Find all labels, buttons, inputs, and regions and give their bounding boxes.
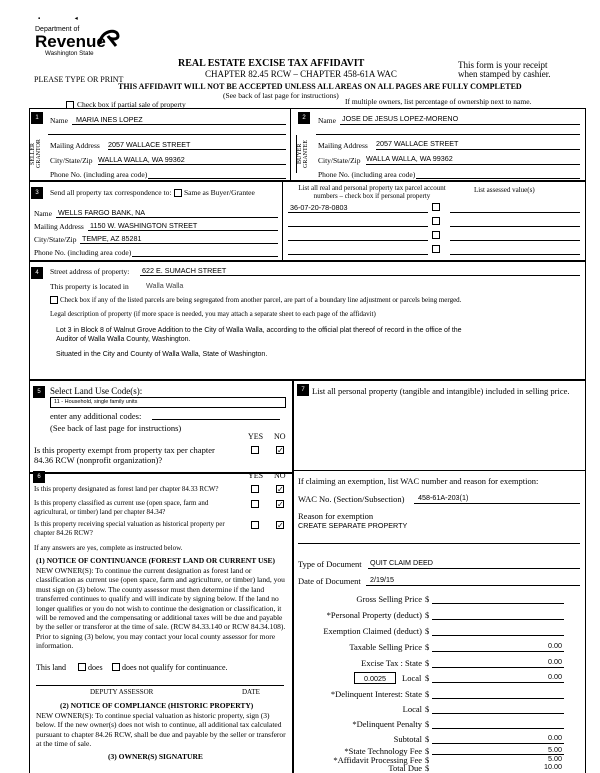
taxable-label: Taxable Selling Price xyxy=(349,642,422,652)
assessed-header: List assessed value(s) xyxy=(474,186,535,194)
excise-local-dollar: $ xyxy=(425,673,430,683)
doc-type-label: Type of Document xyxy=(298,559,362,569)
s5-q1-no-checkbox[interactable]: ✓ xyxy=(277,446,284,455)
doc-date-field[interactable]: 2/19/15 xyxy=(370,575,394,584)
corner-mark: ▪ ◂ xyxy=(38,15,78,22)
buyer-name-line xyxy=(340,124,580,125)
parcel-1-checkbox[interactable] xyxy=(432,203,440,211)
legal-line-2: Auditor of Walla Walla County, Washington. xyxy=(56,336,191,343)
parcel-header: List all real and personal property tax parcel account numbers – check box if personal property xyxy=(298,184,446,200)
excise-state-value[interactable]: 0.00 xyxy=(548,657,562,666)
s6-if-yes: If any answers are yes, complete as instructed below. xyxy=(34,544,183,552)
total-label: Total Due xyxy=(388,763,422,773)
buyer-name-field[interactable]: JOSE DE JESUS LOPEZ-MORENO xyxy=(342,114,459,123)
deputy-label: DEPUTY ASSESSOR xyxy=(90,688,154,696)
reason-field[interactable]: CREATE SEPARATE PROPERTY xyxy=(298,521,408,530)
notice1-title: (1) NOTICE OF CONTINUANCE (FOREST LAND OR CURRENT USE) xyxy=(36,556,276,565)
s7-divider xyxy=(293,470,586,471)
seller-name-field[interactable]: MARIA INES LOPEZ xyxy=(76,115,143,124)
taxable-value[interactable]: 0.00 xyxy=(548,641,562,650)
seller-city-line xyxy=(98,164,286,165)
wac-field[interactable]: 458-61A-203(1) xyxy=(418,493,469,502)
corr-mail-line xyxy=(88,230,278,231)
dept-text: Department of xyxy=(35,26,80,33)
personal-dollar: $ xyxy=(425,610,430,620)
s6-q1: Is this property designated as forest land per chapter 84.33 RCW? xyxy=(34,485,219,493)
sig-title: (3) OWNER(S) SIGNATURE xyxy=(108,752,203,761)
assessed-line-1[interactable] xyxy=(450,212,580,213)
parcel-line-2 xyxy=(288,226,428,227)
excise-local-label: Local xyxy=(402,673,422,683)
personal-line[interactable] xyxy=(432,619,564,620)
delinquent-local-label: Local xyxy=(402,704,422,714)
parcel-1-field[interactable]: 36-07-20-78-0803 xyxy=(290,203,348,212)
delinquent-penalty-line[interactable] xyxy=(432,728,564,729)
excise-state-label: Excise Tax : State xyxy=(361,658,422,668)
buyer-phone-label: Phone No. (including area code) xyxy=(318,170,416,179)
parties-divider xyxy=(290,108,291,181)
excise-state-dollar: $ xyxy=(425,658,430,668)
state-text: Washington State xyxy=(45,50,94,57)
deputy-signature-line[interactable] xyxy=(36,685,284,686)
doc-type-line xyxy=(368,568,580,569)
located-value[interactable]: Walla Walla xyxy=(146,281,184,290)
buyer-city-field[interactable]: WALLA WALLA, WA 99362 xyxy=(366,154,453,163)
dor-logo-mark-icon xyxy=(96,24,120,48)
correspondence-label: Send all property tax correspondence to: xyxy=(50,188,172,197)
wac-label: WAC No. (Section/Subsection) xyxy=(298,494,405,504)
s5-yes-header: YES xyxy=(248,432,264,441)
excise-local-line xyxy=(432,682,564,683)
land-use-label: Select Land Use Code(s): xyxy=(50,386,143,396)
delinquent-penalty-dollar: $ xyxy=(425,719,430,729)
parcel-2-checkbox[interactable] xyxy=(432,217,440,225)
seller-phone-label: Phone No. (including area code) xyxy=(50,170,148,179)
corr-mail-label: Mailing Address xyxy=(34,222,84,231)
does-not-checkbox[interactable] xyxy=(112,663,120,671)
delinquent-local-line[interactable] xyxy=(432,713,564,714)
notice2-text: NEW OWNER(S): To continue special valuation as historic property, sign (3) below. If the new owner(s) does not wish to continue, all additional tax calculated pursuant to chapter 84.26 RCW, shall be due and payable by the seller or transferor at the time of sale. xyxy=(36,711,286,749)
seller-phone-line[interactable] xyxy=(148,178,286,179)
proc-fee-dollar: $ xyxy=(425,755,430,765)
personal-property-text: List all personal property (tangible and intangible) included in selling price. xyxy=(312,386,570,396)
delinquent-penalty-label: *Delinquent Penalty xyxy=(352,719,422,729)
seller-mail-label: Mailing Address xyxy=(50,141,100,150)
excise-state-line xyxy=(432,667,564,668)
gross-line[interactable] xyxy=(432,603,564,604)
buyer-phone-line[interactable] xyxy=(416,178,580,179)
legal-line-1: Lot 3 in Block 8 of Walnut Grove Addition to the City of Walla Walla, according to the official plat thereof of record in the office of the xyxy=(56,327,462,334)
correspondence-divider xyxy=(282,181,283,261)
s6-q3-no-checkbox[interactable]: ✓ xyxy=(277,521,284,530)
corr-city-field[interactable]: TEMPE, AZ 85281 xyxy=(82,234,142,243)
buyer-mail-field[interactable]: 2057 WALLACE STREET xyxy=(376,139,459,148)
segregated-checkbox[interactable] xyxy=(50,296,58,304)
see-back-text: (See back of last page for instructions) xyxy=(223,91,339,100)
legal-label: Legal description of property (if more space is needed, you may attach a separate sheet to each page of the affidavit) xyxy=(50,310,376,318)
same-as-buyer-label: Same as Buyer/Grantee xyxy=(184,188,255,197)
property-box xyxy=(29,261,586,380)
reason-line xyxy=(298,543,580,544)
delinquent-interest-dollar: $ xyxy=(425,689,430,699)
assessed-line-2[interactable] xyxy=(450,226,580,227)
total-value[interactable]: 10.00 xyxy=(544,762,562,771)
corr-phone-line[interactable] xyxy=(132,256,278,257)
street-line xyxy=(140,275,580,276)
street-label: Street address of property: xyxy=(50,267,130,276)
buyer-mail-label: Mailing Address xyxy=(318,141,368,150)
revenue-text: Revenue xyxy=(35,32,106,51)
taxable-line xyxy=(432,651,564,652)
corr-name-line xyxy=(56,217,278,218)
buyer-blank-line xyxy=(316,134,580,135)
seller-side-label: SELLER GRANTOR xyxy=(29,135,44,173)
gross-dollar: $ xyxy=(425,594,430,604)
s6-q2-no-checkbox[interactable]: ✓ xyxy=(277,500,284,509)
buyer-city-label: City/State/Zip xyxy=(318,156,361,165)
subtotal-label: Subtotal xyxy=(393,734,422,744)
exemption-dollar: $ xyxy=(425,626,430,636)
receipt-text: This form is your receipt xyxy=(458,60,548,70)
this-land-label: This land xyxy=(36,663,66,672)
excise-local-value[interactable]: 0.00 xyxy=(548,672,562,681)
proc-fee-label: *Affidavit Processing Fee xyxy=(333,755,422,765)
s5-no-header: NO xyxy=(274,432,286,441)
receipt-text-2: when stamped by cashier. xyxy=(458,69,551,79)
section-7-badge: 7 xyxy=(297,384,309,396)
doc-date-label: Date of Document xyxy=(298,576,361,586)
form-title: REAL ESTATE EXCISE TAX AFFIDAVIT xyxy=(178,58,365,69)
s5-see-back: (See back of last page for instructions) xyxy=(50,423,182,433)
warning-text: THIS AFFIDAVIT WILL NOT BE ACCEPTED UNLESS ALL AREAS ON ALL PAGES ARE FULLY COMPLETED xyxy=(118,82,522,91)
notice1-text: NEW OWNER(S): To continue the current designation as forest land or classification as current use (open space, farm and agriculture, or timber) land, you must sign on (3) below. The county assessor must then determine if the land transferred continues to qualify and will indicate by signing below. If the land no longer qualifies or you do not wish to continue the designation or classification, it will be removed and the compensating or additional taxes will be due and payable by the seller or transferor at the time of sale. (RCW 84.33.140 or RCW 84.34.108). Prior to signing (3) below, you may contact your local county assessor for more information. xyxy=(36,566,286,651)
corr-city-line xyxy=(80,243,278,244)
section-1-badge: 1 xyxy=(31,112,43,124)
parcel-line-3 xyxy=(288,240,428,241)
delinquent-local-dollar: $ xyxy=(425,704,430,714)
section-6-badge: 6 xyxy=(33,471,45,483)
seller-mail-line xyxy=(108,149,286,150)
exemption-claimed-label: Exemption Claimed (deduct) xyxy=(323,626,422,636)
chapter-text: CHAPTER 82.45 RCW – CHAPTER 458-61A WAC xyxy=(205,69,397,79)
tech-fee-label: *State Technology Fee xyxy=(344,746,422,756)
doc-type-field[interactable]: QUIT CLAIM DEED xyxy=(370,558,433,567)
exemption-line[interactable] xyxy=(432,635,564,636)
parcel-line-1 xyxy=(288,212,428,213)
please-print: PLEASE TYPE OR PRINT xyxy=(34,75,124,84)
reason-label: Reason for exemption xyxy=(298,511,374,521)
does-not-label: does not qualify for continuance. xyxy=(122,663,228,672)
rate-box[interactable]: 0.0025 xyxy=(354,672,396,684)
seller-city-field[interactable]: WALLA WALLA, WA 99362 xyxy=(98,155,185,164)
section-5-badge: 5 xyxy=(33,386,45,398)
wac-line xyxy=(414,503,580,504)
assessed-line-3[interactable] xyxy=(450,240,580,241)
seller-name-line xyxy=(72,124,286,125)
s6-q3-yes-checkbox[interactable] xyxy=(251,521,259,529)
delinquent-interest-label: *Delinquent Interest: State xyxy=(330,689,422,699)
subtotal-value[interactable]: 0.00 xyxy=(548,733,562,742)
additional-codes-label: enter any additional codes: xyxy=(50,411,142,421)
s5-q1-yes-checkbox[interactable] xyxy=(251,446,259,454)
corr-mail-field[interactable]: 1150 W. WASHINGTON STREET xyxy=(90,221,198,230)
delinquent-interest-line[interactable] xyxy=(432,698,564,699)
section-4-badge: 4 xyxy=(31,267,43,279)
assessed-line-4[interactable] xyxy=(450,254,580,255)
corr-phone-label: Phone No. (including area code) xyxy=(34,248,132,257)
parcel-4-checkbox[interactable] xyxy=(432,245,440,253)
parcel-line-4 xyxy=(288,254,428,255)
land-use-select[interactable] xyxy=(50,397,286,408)
tech-fee-value[interactable]: 5.00 xyxy=(548,745,562,754)
buyer-city-line xyxy=(366,164,580,165)
s6-no-header: NO xyxy=(274,471,286,480)
located-label: This property is located in xyxy=(50,282,129,291)
section-2-badge: 2 xyxy=(298,112,310,124)
section-3-badge: 3 xyxy=(31,187,43,199)
partial-sale-label: Check box if partial sale of property xyxy=(77,100,186,109)
corr-city-label: City/State/Zip xyxy=(34,235,77,244)
s5-q1: Is this property exempt from property tax per chapter 84.36 RCW (nonprofit organization)? xyxy=(34,445,215,465)
s6-q3: Is this property receiving special valuation as historical property per chapter 84.26 RCW? xyxy=(34,520,225,537)
personal-label: *Personal Property (deduct) xyxy=(326,610,422,620)
s6-q2-yes-checkbox[interactable] xyxy=(251,500,259,508)
parcel-3-checkbox[interactable] xyxy=(432,231,440,239)
buyer-side-label: BUYER GRANTEE xyxy=(296,135,311,173)
buyer-mail-line xyxy=(376,149,580,150)
total-dollar: $ xyxy=(425,763,430,773)
seller-city-label: City/State/Zip xyxy=(50,156,93,165)
taxable-dollar: $ xyxy=(425,642,430,652)
street-field[interactable]: 622 E. SUMACH STREET xyxy=(142,266,227,275)
seller-blank-line xyxy=(48,134,286,135)
subtotal-line xyxy=(432,743,564,744)
notice2-title: (2) NOTICE OF COMPLIANCE (HISTORIC PROPERTY) xyxy=(60,701,254,710)
corr-name-field[interactable]: WELLS FARGO BANK, NA xyxy=(58,208,146,217)
gross-label: Gross Selling Price xyxy=(356,594,422,604)
land-use-value: 11 - Household, single family units xyxy=(54,399,138,405)
corr-name-label: Name xyxy=(34,209,52,218)
does-checkbox[interactable] xyxy=(78,663,86,671)
subtotal-dollar: $ xyxy=(425,734,430,744)
doc-date-line xyxy=(366,585,580,586)
exemption-label: If claiming an exemption, list WAC number and reason for exemption: xyxy=(298,476,539,486)
proc-fee-value[interactable]: 5.00 xyxy=(548,754,562,763)
s6-q1-no-checkbox[interactable]: ✓ xyxy=(277,485,284,494)
s6-q1-yes-checkbox[interactable] xyxy=(251,485,259,493)
s6-q2: Is this property classified as current use (open space, farm and agricultural, or timber) land per chapter 84.34? xyxy=(34,499,209,516)
tech-fee-dollar: $ xyxy=(425,746,430,756)
seller-mail-field[interactable]: 2057 WALLACE STREET xyxy=(108,140,191,149)
segregated-label: Check box if any of the listed parcels are being segregated from another parcel, are part of a boundary line adjustment or parcels being merged. xyxy=(60,296,462,304)
additional-codes-line[interactable] xyxy=(152,419,280,420)
date-label: DATE xyxy=(242,688,260,696)
seller-name-label: Name xyxy=(50,116,68,125)
same-as-buyer-checkbox[interactable] xyxy=(174,189,182,197)
legal-line-3: Situated in the City and County of Walla Walla, State of Washington. xyxy=(56,351,268,358)
s6-yes-header: YES xyxy=(248,471,264,480)
multiple-owners-text: If multiple owners, list percentage of ownership next to name. xyxy=(345,97,532,106)
buyer-name-label: Name xyxy=(318,116,336,125)
does-label: does xyxy=(88,663,103,672)
